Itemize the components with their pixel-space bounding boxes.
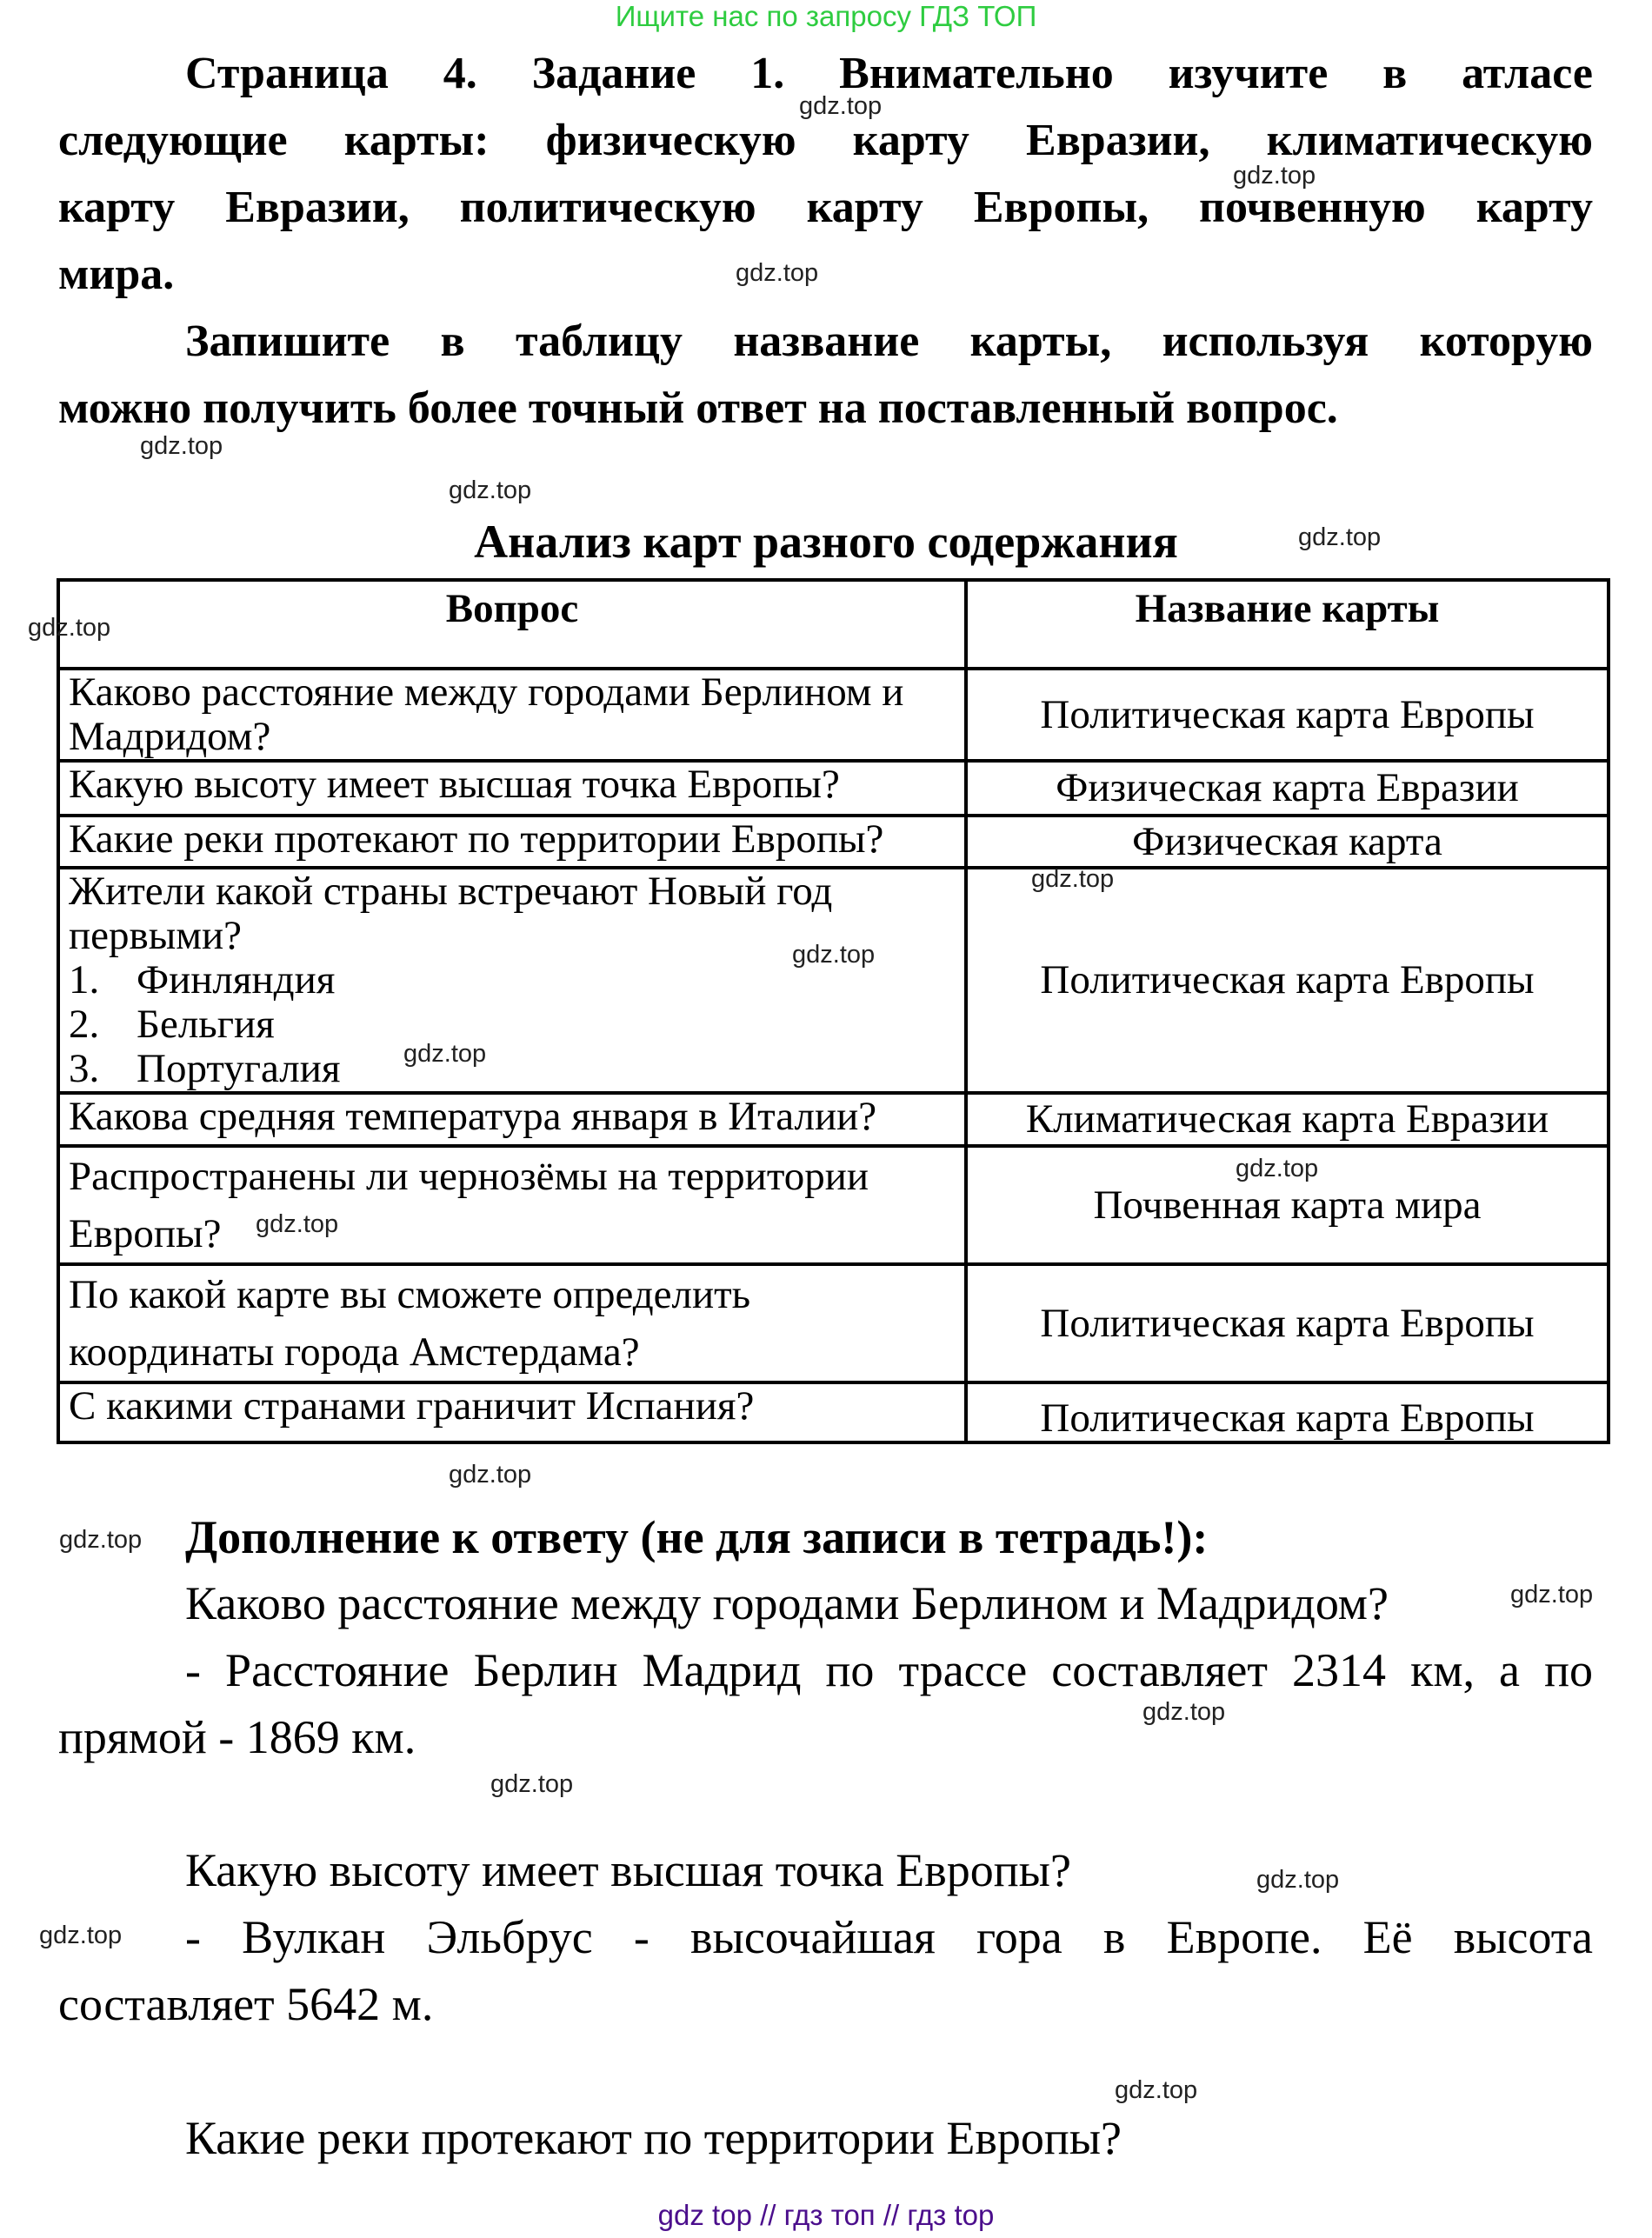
addendum-title: Дополнение к ответу (не для записи в тетрадь!): xyxy=(185,1511,1209,1563)
task-line: Страница 4. Задание 1. Внимательно изучите в атласе xyxy=(185,49,1593,98)
column-header-question: Вопрос xyxy=(58,580,966,669)
map-cell: Физическая карта Евразии xyxy=(966,761,1609,816)
map-cell: Политическая карта Европы xyxy=(966,669,1609,761)
watermark: gdz.top xyxy=(39,1922,123,1949)
map-cell: Политическая карта Европы xyxy=(966,1382,1609,1442)
question-cell: Распространены ли чернозёмы на территории Европы? xyxy=(58,1146,966,1264)
option-item xyxy=(69,1002,956,1047)
watermark: gdz.top xyxy=(140,432,223,460)
map-cell: Физическая карта xyxy=(966,816,1609,868)
option-label: Португалия xyxy=(137,1046,341,1091)
table-row xyxy=(58,761,1609,816)
map-cell: Почвенная карта мира xyxy=(966,1146,1609,1264)
table-row xyxy=(58,1382,1609,1442)
question-text: Жители какой страны встречают Новый год первыми? xyxy=(69,869,833,958)
question-cell: Какие реки протекают по территории Европы? xyxy=(58,816,966,868)
task-line: карту Евразии, политическую карту Европы, почвенную карту xyxy=(58,183,1593,232)
answer-line: прямой - 1869 км. xyxy=(58,1711,416,1763)
watermark: gdz.top xyxy=(1256,1866,1340,1894)
table-row xyxy=(58,1093,1609,1146)
question-cell xyxy=(58,868,966,1093)
map-cell: Политическая карта Европы xyxy=(966,868,1609,1093)
column-header-map: Название карты xyxy=(966,580,1609,669)
watermark: gdz.top xyxy=(490,1770,574,1798)
watermark: gdz.top xyxy=(449,1461,532,1489)
table-caption: Анализ карт разного содержания xyxy=(474,516,1178,568)
option-number: 2. xyxy=(69,1002,100,1047)
question-cell: По какой карте вы сможете определить координаты города Амстердама? xyxy=(58,1264,966,1382)
table-row xyxy=(58,1146,1609,1264)
option-label: Финляндия xyxy=(137,957,336,1002)
watermark: gdz.top xyxy=(449,476,532,504)
answer-line: составляет 5642 м. xyxy=(58,1978,434,2030)
answer-line: - Расстояние Берлин Мадрид по трассе составляет 2314 км, а по xyxy=(185,1644,1593,1696)
table-row xyxy=(58,868,1609,1093)
addendum-question: Каково расстояние между городами Берлином и Мадридом? xyxy=(185,1577,1389,1629)
options-list xyxy=(69,958,956,1091)
watermark: gdz.top xyxy=(792,941,876,969)
task-line: можно получить более точный ответ на поставленный вопрос. xyxy=(58,383,1338,433)
question-cell: Какова средняя температура января в Италии? xyxy=(58,1093,966,1146)
question-cell: Каково расстояние между городами Берлином и Мадридом? xyxy=(58,669,966,761)
watermark: gdz.top xyxy=(256,1210,339,1238)
task-line: следующие карты: физическую карту Евразии, климатическую xyxy=(58,116,1593,165)
question-cell: С какими странами граничит Испания? xyxy=(58,1382,966,1442)
addendum-question: Какие реки протекают по территории Европы? xyxy=(185,2112,1122,2164)
table-row xyxy=(58,1264,1609,1382)
watermark: gdz.top xyxy=(1142,1698,1226,1726)
watermark: gdz.top xyxy=(59,1526,143,1554)
option-item xyxy=(69,1047,956,1091)
watermark: gdz.top xyxy=(736,259,819,287)
watermark: gdz.top xyxy=(1510,1581,1594,1609)
watermark: gdz.top xyxy=(28,614,111,642)
map-cell: Климатическая карта Евразии xyxy=(966,1093,1609,1146)
option-label: Бельгия xyxy=(137,1002,275,1047)
watermark: gdz.top xyxy=(1031,865,1115,893)
table-row xyxy=(58,669,1609,761)
watermark: gdz.top xyxy=(1233,162,1316,190)
table-row xyxy=(58,816,1609,868)
task-line: Запишите в таблицу название карты, используя которую xyxy=(185,316,1593,366)
task-line: мира. xyxy=(58,250,175,299)
footer-links[interactable]: gdz top // гдз топ // гдз top xyxy=(657,2199,995,2231)
addendum-answer xyxy=(58,1904,1593,2038)
maps-analysis-table xyxy=(57,578,1610,1444)
answer-line: - Вулкан Эльбрус - высочайшая гора в Европе. Её высота xyxy=(185,1911,1593,1963)
question-cell: Какую высоту имеет высшая точка Европы? xyxy=(58,761,966,816)
table-header-row xyxy=(58,580,1609,669)
option-number: 1. xyxy=(69,957,100,1002)
addendum-question: Какую высоту имеет высшая точка Европы? xyxy=(185,1844,1071,1896)
watermark: gdz.top xyxy=(1236,1155,1319,1182)
watermark: gdz.top xyxy=(1298,523,1382,551)
watermark: gdz.top xyxy=(799,92,883,120)
map-cell: Политическая карта Европы xyxy=(966,1264,1609,1382)
watermark: gdz.top xyxy=(403,1040,487,1068)
search-banner[interactable]: Ищите нас по запросу ГДЗ ТОП xyxy=(615,0,1037,32)
answer-addendum xyxy=(58,1504,1593,2165)
addendum-answer xyxy=(58,1637,1593,1771)
watermark: gdz.top xyxy=(1115,2076,1198,2104)
option-number: 3. xyxy=(69,1046,100,1091)
